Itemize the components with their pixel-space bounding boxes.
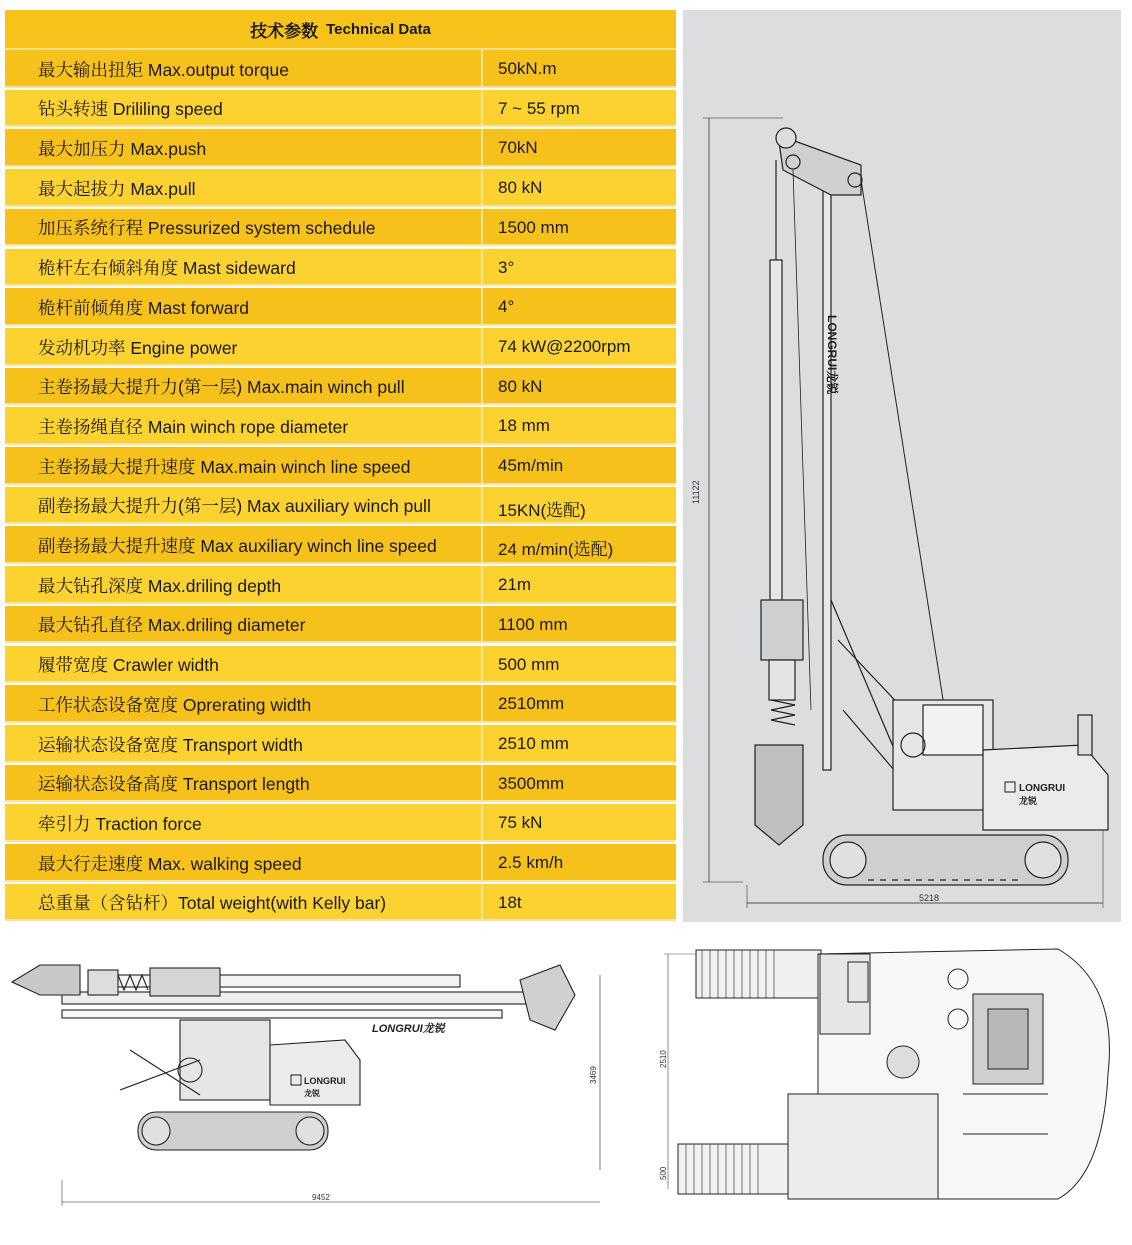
parameter-label: 最大加压力 Max.push	[5, 129, 483, 165]
table-row	[5, 407, 676, 445]
transport-cab-brand-cn-label: 龙锐	[304, 1089, 320, 1098]
table-row	[5, 249, 676, 287]
table-row	[5, 765, 676, 803]
transport-cab-brand-label: LONGRUI	[304, 1076, 346, 1086]
parameter-label: 发动机功率 Engine power	[5, 328, 483, 364]
parameter-value: 50kN.m	[498, 59, 557, 78]
parameter-value: 1500 mm	[498, 217, 569, 237]
parameter-label: 最大钻孔深度 Max.driling depth	[5, 566, 483, 602]
table-row	[5, 526, 676, 564]
table-row	[5, 725, 676, 763]
transport-brand-label: LONGRUI龙锐	[372, 1023, 445, 1035]
table-row	[5, 844, 676, 882]
parameter-label: 主卷扬最大提升力(第一层) Max.main winch pull	[5, 368, 483, 404]
top-view-drawing	[658, 944, 1130, 1206]
parameter-value: 80 kN	[498, 376, 543, 396]
table-title-cn: 技术参数	[250, 21, 319, 41]
table-row	[5, 487, 676, 525]
parameter-value: 15KN(选配)	[498, 500, 586, 520]
parameter-value: 3500mm	[498, 773, 565, 793]
parameter-label: 最大行走速度 Max. walking speed	[5, 844, 483, 880]
top-view-svg	[658, 944, 1130, 1206]
cab-brand-label: LONGRUI	[1019, 783, 1066, 794]
table-row	[5, 288, 676, 326]
table-row	[5, 646, 676, 684]
top-track-dimension: 500	[659, 1166, 668, 1180]
parameter-label: 副卷扬最大提升速度 Max auxiliary winch line speed	[5, 526, 483, 562]
parameter-value: 80 kN	[498, 178, 543, 198]
length-dimension: 5218	[919, 893, 940, 903]
parameter-label: 主卷扬绳直径 Main winch rope diameter	[5, 407, 483, 443]
parameter-value: 2510mm	[498, 694, 565, 714]
parameter-value: 24 m/min(选配)	[498, 540, 614, 560]
table-title-en: Technical Data	[326, 20, 431, 38]
parameter-label: 桅杆前倾角度 Mast forward	[5, 288, 483, 324]
transport-view-svg	[0, 940, 620, 1210]
parameter-label: 最大起拔力 Max.pull	[5, 169, 483, 205]
parameter-label: 工作状态设备宽度 Oprerating width	[5, 685, 483, 721]
mast-brand-label: LONGRUI龙锐	[825, 315, 839, 395]
table-title	[5, 10, 676, 50]
parameter-label: 最大钻孔直径 Max.driling diameter	[5, 606, 483, 642]
side-view-drawing	[683, 10, 1121, 922]
parameter-label: 运输状态设备高度 Transport length	[5, 765, 483, 801]
table-row	[5, 685, 676, 723]
parameter-label: 桅杆左右倾斜角度 Mast sideward	[5, 249, 483, 285]
top-width-dimension: 2510	[659, 1050, 668, 1068]
table-row	[5, 129, 676, 167]
parameter-label: 牵引力 Traction force	[5, 804, 483, 840]
parameter-label: 最大输出扭矩 Max.output torque	[5, 50, 483, 86]
table-row	[5, 90, 676, 128]
parameter-value: 21m	[498, 575, 532, 595]
parameter-value: 45m/min	[498, 456, 564, 475]
parameter-label: 运输状态设备宽度 Transport width	[5, 725, 483, 761]
parameter-label: 副卷扬最大提升力(第一层) Max auxiliary winch pull	[5, 487, 483, 523]
table-row	[5, 884, 676, 922]
table-row	[5, 328, 676, 366]
parameter-value: 70kN	[498, 138, 538, 158]
parameter-value: 74 kW@2200rpm	[498, 336, 631, 356]
cab-brand-cn-label: 龙锐	[1019, 796, 1038, 806]
parameter-value: 500 mm	[498, 654, 560, 674]
table-row	[5, 566, 676, 604]
technical-data-table	[5, 10, 676, 924]
parameter-label: 总重量（含钻杆）Total weight(with Kelly bar)	[5, 884, 483, 920]
transport-height-dimension: 3469	[589, 1066, 598, 1084]
parameter-value: 7 ~ 55 rpm	[498, 98, 580, 118]
parameter-value: 2.5 km/h	[498, 853, 564, 872]
transport-length-dimension: 9452	[312, 1193, 330, 1202]
parameter-value: 75 kN	[498, 813, 543, 833]
side-view-svg	[683, 10, 1121, 922]
parameter-label: 加压系统行程 Pressurized system schedule	[5, 209, 483, 245]
table-row	[5, 368, 676, 406]
parameter-label: 履带宽度 Crawler width	[5, 646, 483, 682]
table-row	[5, 209, 676, 247]
parameter-value: 18t	[498, 892, 522, 912]
table-row	[5, 50, 676, 88]
table-row	[5, 447, 676, 485]
parameter-value: 1100 mm	[498, 614, 568, 634]
parameter-value: 18 mm	[498, 416, 550, 436]
parameter-value: 3°	[498, 257, 515, 277]
parameter-value: 4°	[498, 297, 515, 317]
table-row	[5, 804, 676, 842]
transport-view-drawing	[0, 940, 620, 1210]
parameter-value: 2510 mm	[498, 733, 569, 753]
parameter-label: 主卷扬最大提升速度 Max.main winch line speed	[5, 447, 483, 483]
table-row	[5, 606, 676, 644]
parameter-label: 钻头转速 Drililing speed	[5, 90, 483, 126]
table-row	[5, 169, 676, 207]
height-dimension: 11122	[691, 480, 701, 504]
